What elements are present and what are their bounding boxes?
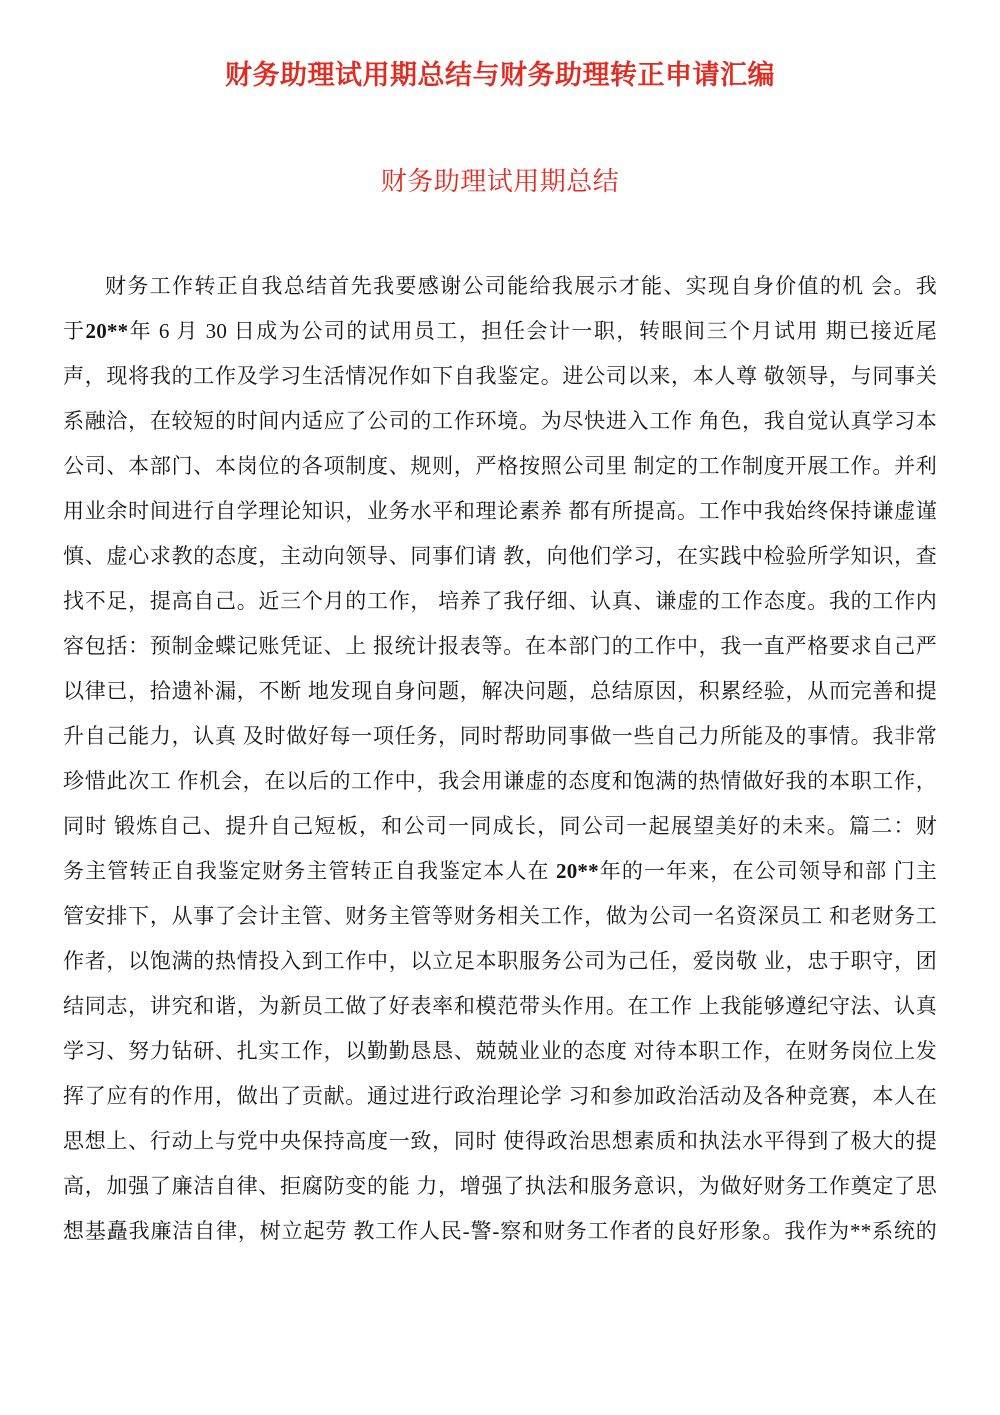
text-line <box>63 624 937 669</box>
text-line <box>63 579 937 624</box>
text-run: 学习、努力钻研、扎实工作，以勤勤恳恳、兢兢业业的态度 对待本职工作，在财务岗位上发 <box>63 1039 937 1063</box>
text-line <box>63 1164 937 1209</box>
text-run: 财务工作转正自我总结首先我要感谢公司能给我展示才能、实现自身价值的机 会。我 <box>105 274 937 298</box>
text-line <box>63 1119 937 1164</box>
text-line <box>63 534 937 579</box>
text-run: 年 6 月 30 日成为公司的试用员工，担任会计一职，转眼间三个月试用 期已接近尾 <box>128 319 937 343</box>
document-title: 财务助理试用期总结与财务助理转正申请汇编 <box>225 60 775 90</box>
text-run: 挥了应有的作用，做出了贡献。通过进行政治理论学 习和参加政治活动及各种竞赛，本人在 <box>63 1084 937 1108</box>
text-run: 系融洽，在较短的时间内适应了公司的工作环境。为尽快进入工作 角色，我自觉认真学习本 <box>63 409 937 433</box>
text-run: 用业余时间进行自学理论知识，业务水平和理论素养 都有所提高。工作中我始终保持谦虚谨 <box>63 499 937 523</box>
text-line <box>63 489 937 534</box>
text-line <box>63 1029 937 1074</box>
text-line <box>63 1209 937 1254</box>
text-run: 容包括：预制金蝶记账凭证、上 报统计报表等。在本部门的工作中，我一直严格要求自己严 <box>63 634 937 658</box>
text-line <box>63 399 937 444</box>
text-run: 声，现将我的工作及学习生活情况作如下自我鉴定。进公司以来，本人尊 敬领导，与同事关 <box>63 364 937 388</box>
text-line <box>63 1074 937 1119</box>
text-run: 想基矗我廉洁自律，树立起劳 教工作人民-警-察和财务工作者的良好形象。我作为**系统的 <box>63 1219 937 1243</box>
text-line <box>63 669 937 714</box>
text-run: 思想上、行动上与党中央保持高度一致，同时 使得政治思想素质和执法水平得到了极大的提 <box>63 1129 937 1153</box>
section-heading: 财务助理试用期总结 <box>380 167 620 196</box>
text-run: 找不足，提高自己。近三个月的工作， 培养了我仔细、认真、谦虚的工作态度。我的工作内 <box>63 589 937 613</box>
text-run-bold: 20** <box>85 319 129 343</box>
text-run: 结同志，讲究和谐，为新员工做了好表率和模范带头作用。在工作 上我能够遵纪守法、认真 <box>63 994 937 1018</box>
text-run-bold: 20** <box>556 859 599 883</box>
text-run: 公司、本部门、本岗位的各项制度、规则，严格按照公司里 制定的工作制度开展工作。并利 <box>63 454 937 478</box>
text-run: 同时 锻炼自己、提升自己短板，和公司一同成长，同公司一起展望美好的未来。篇二：财 <box>63 814 937 838</box>
text-line <box>63 984 937 1029</box>
text-run: 务主管转正自我鉴定财务主管转正自我鉴定本人在 <box>63 859 557 883</box>
text-line <box>63 354 937 399</box>
text-line <box>63 804 937 849</box>
text-run: 以律已，拾遗补漏，不断 地发现自身问题，解决问题，总结原因，积累经验，从而完善和提 <box>63 679 937 703</box>
text-line <box>63 939 937 984</box>
text-line <box>63 264 937 309</box>
text-run: 慎、虚心求教的态度，主动向领导、同事们请 教，向他们学习，在实践中检验所学知识，查 <box>63 544 937 568</box>
text-line <box>63 894 937 939</box>
text-run: 管安排下，从事了会计主管、财务主管等财务相关工作，做为公司一名资深员工 和老财务工 <box>63 904 937 928</box>
text-line <box>63 849 937 894</box>
text-line <box>63 714 937 759</box>
text-run: 于 <box>63 319 86 343</box>
text-run: 升自己能力，认真 及时做好每一项任务，同时帮助同事做一些自己力所能及的事情。我非常 <box>63 724 937 748</box>
text-line <box>63 309 937 354</box>
document-body <box>63 264 937 1254</box>
text-run: 高，加强了廉洁自律、拒腐防变的能 力，增强了执法和服务意识，为做好财务工作奠定了思 <box>63 1174 937 1198</box>
text-run: 年的一年来，在公司领导和部 门主 <box>598 859 937 883</box>
text-run: 珍惜此次工 作机会，在以后的工作中，我会用谦虚的态度和饱满的热情做好我的本职工作， <box>63 769 937 793</box>
text-line <box>63 759 937 804</box>
text-line <box>63 444 937 489</box>
text-run: 作者，以饱满的热情投入到工作中，以立足本职服务公司为己任，爱岗敬 业，忠于职守，团 <box>63 949 937 973</box>
